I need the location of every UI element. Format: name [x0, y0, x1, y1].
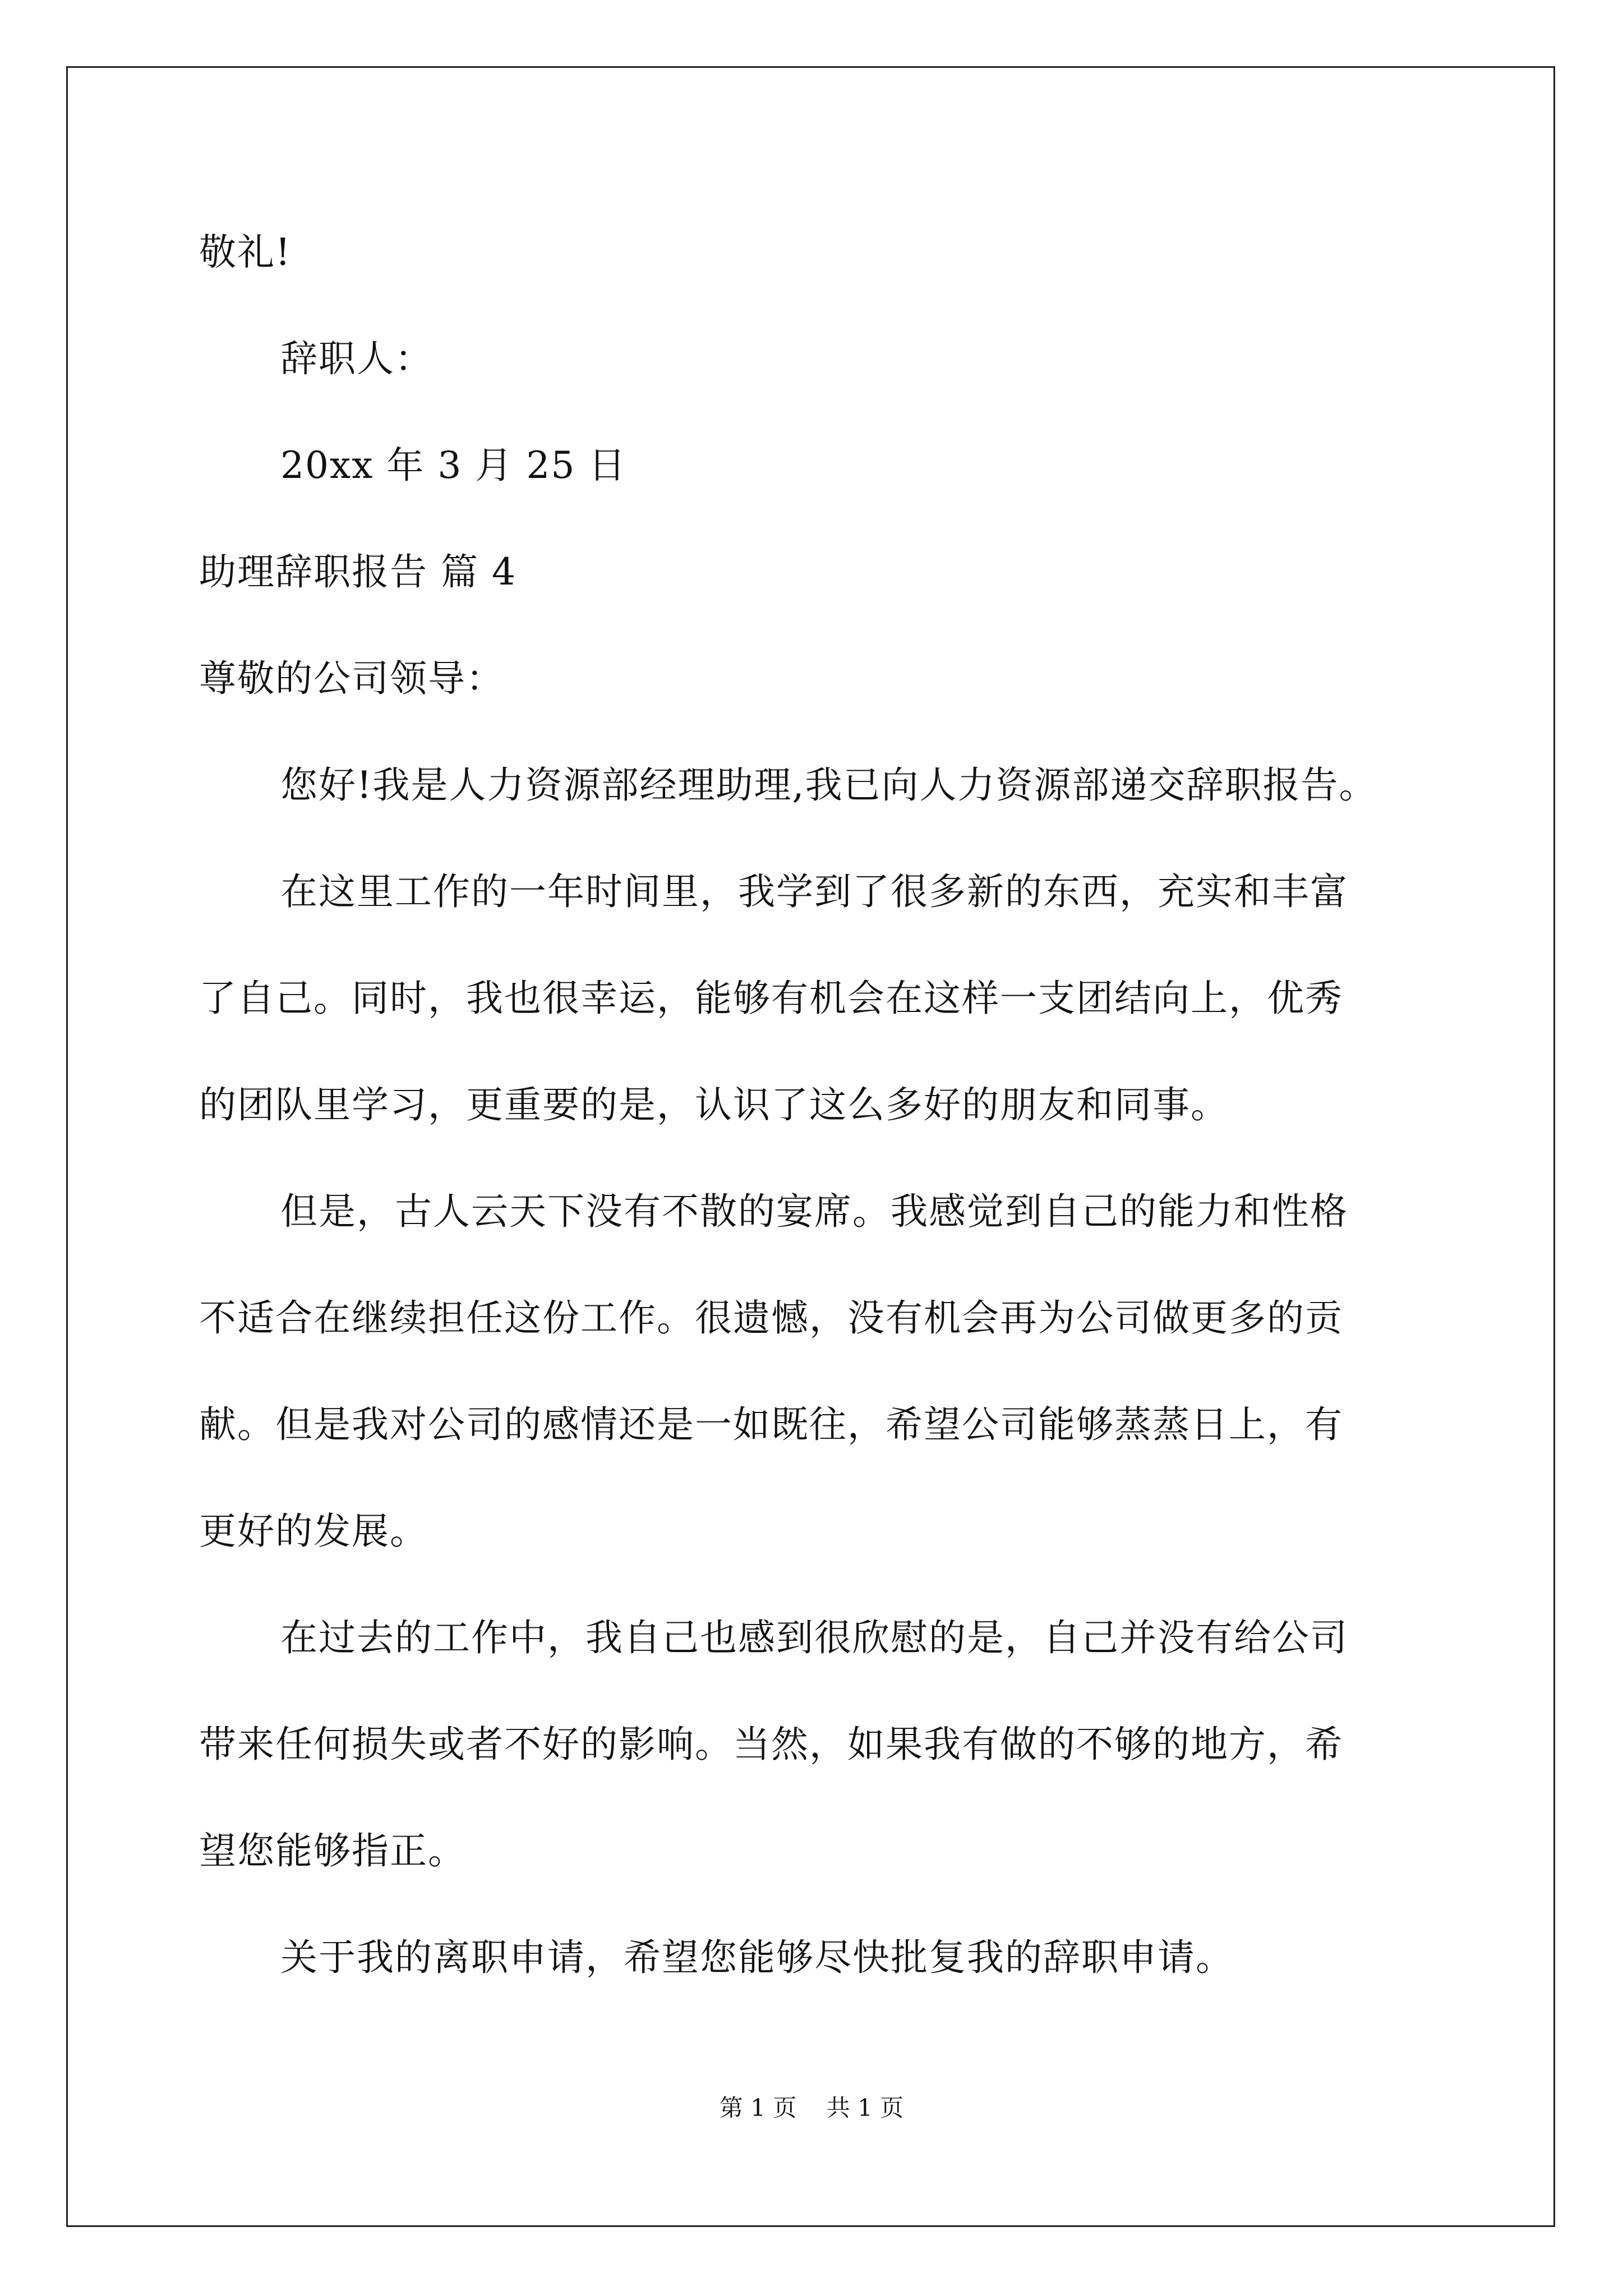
body-line: 在过去的工作中，我自己也感到很欣慰的是，自己并没有给公司 — [280, 1616, 1348, 1659]
body-line: 了自己。同时，我也很幸运，能够有机会在这样一支团结向上，优秀 — [199, 977, 1343, 1020]
page-border — [66, 66, 1555, 2227]
date-text: 20xx 年 3 月 25 日 — [280, 444, 627, 487]
body-line: 关于我的离职申请，希望您能够尽快批复我的辞职申请。 — [280, 1936, 1234, 1979]
section-title: 助理辞职报告 篇 4 — [199, 550, 517, 593]
body-line: 带来任何损失或者不好的影响。当然，如果我有做的不够的地方，希 — [199, 1723, 1343, 1766]
body-line: 更好的发展。 — [199, 1510, 428, 1553]
closing-text: 敬礼! — [199, 231, 292, 274]
body-line: 在这里工作的一年时间里，我学到了很多新的东西，充实和丰富 — [280, 870, 1348, 913]
body-line: 不适合在继续担任这份工作。很遗憾，没有机会再为公司做更多的贡 — [199, 1296, 1343, 1340]
body-line: 献。但是我对公司的感情还是一如既往，希望公司能够蒸蒸日上，有 — [199, 1403, 1343, 1446]
body-line: 的团队里学习，更重要的是，认识了这么多好的朋友和同事。 — [199, 1083, 1229, 1126]
signer-label: 辞职人： — [280, 337, 433, 380]
body-line: 望您能够指正。 — [199, 1829, 466, 1872]
page-footer: 第 1 页 共 1 页 — [719, 2094, 904, 2122]
body-line: 但是，古人云天下没有不散的宴席。我感觉到自己的能力和性格 — [280, 1190, 1348, 1233]
body-line: 您好!我是人力资源部经理助理,我已向人力资源部递交辞职报告。 — [280, 763, 1377, 807]
salutation: 尊敬的公司领导： — [199, 657, 504, 700]
